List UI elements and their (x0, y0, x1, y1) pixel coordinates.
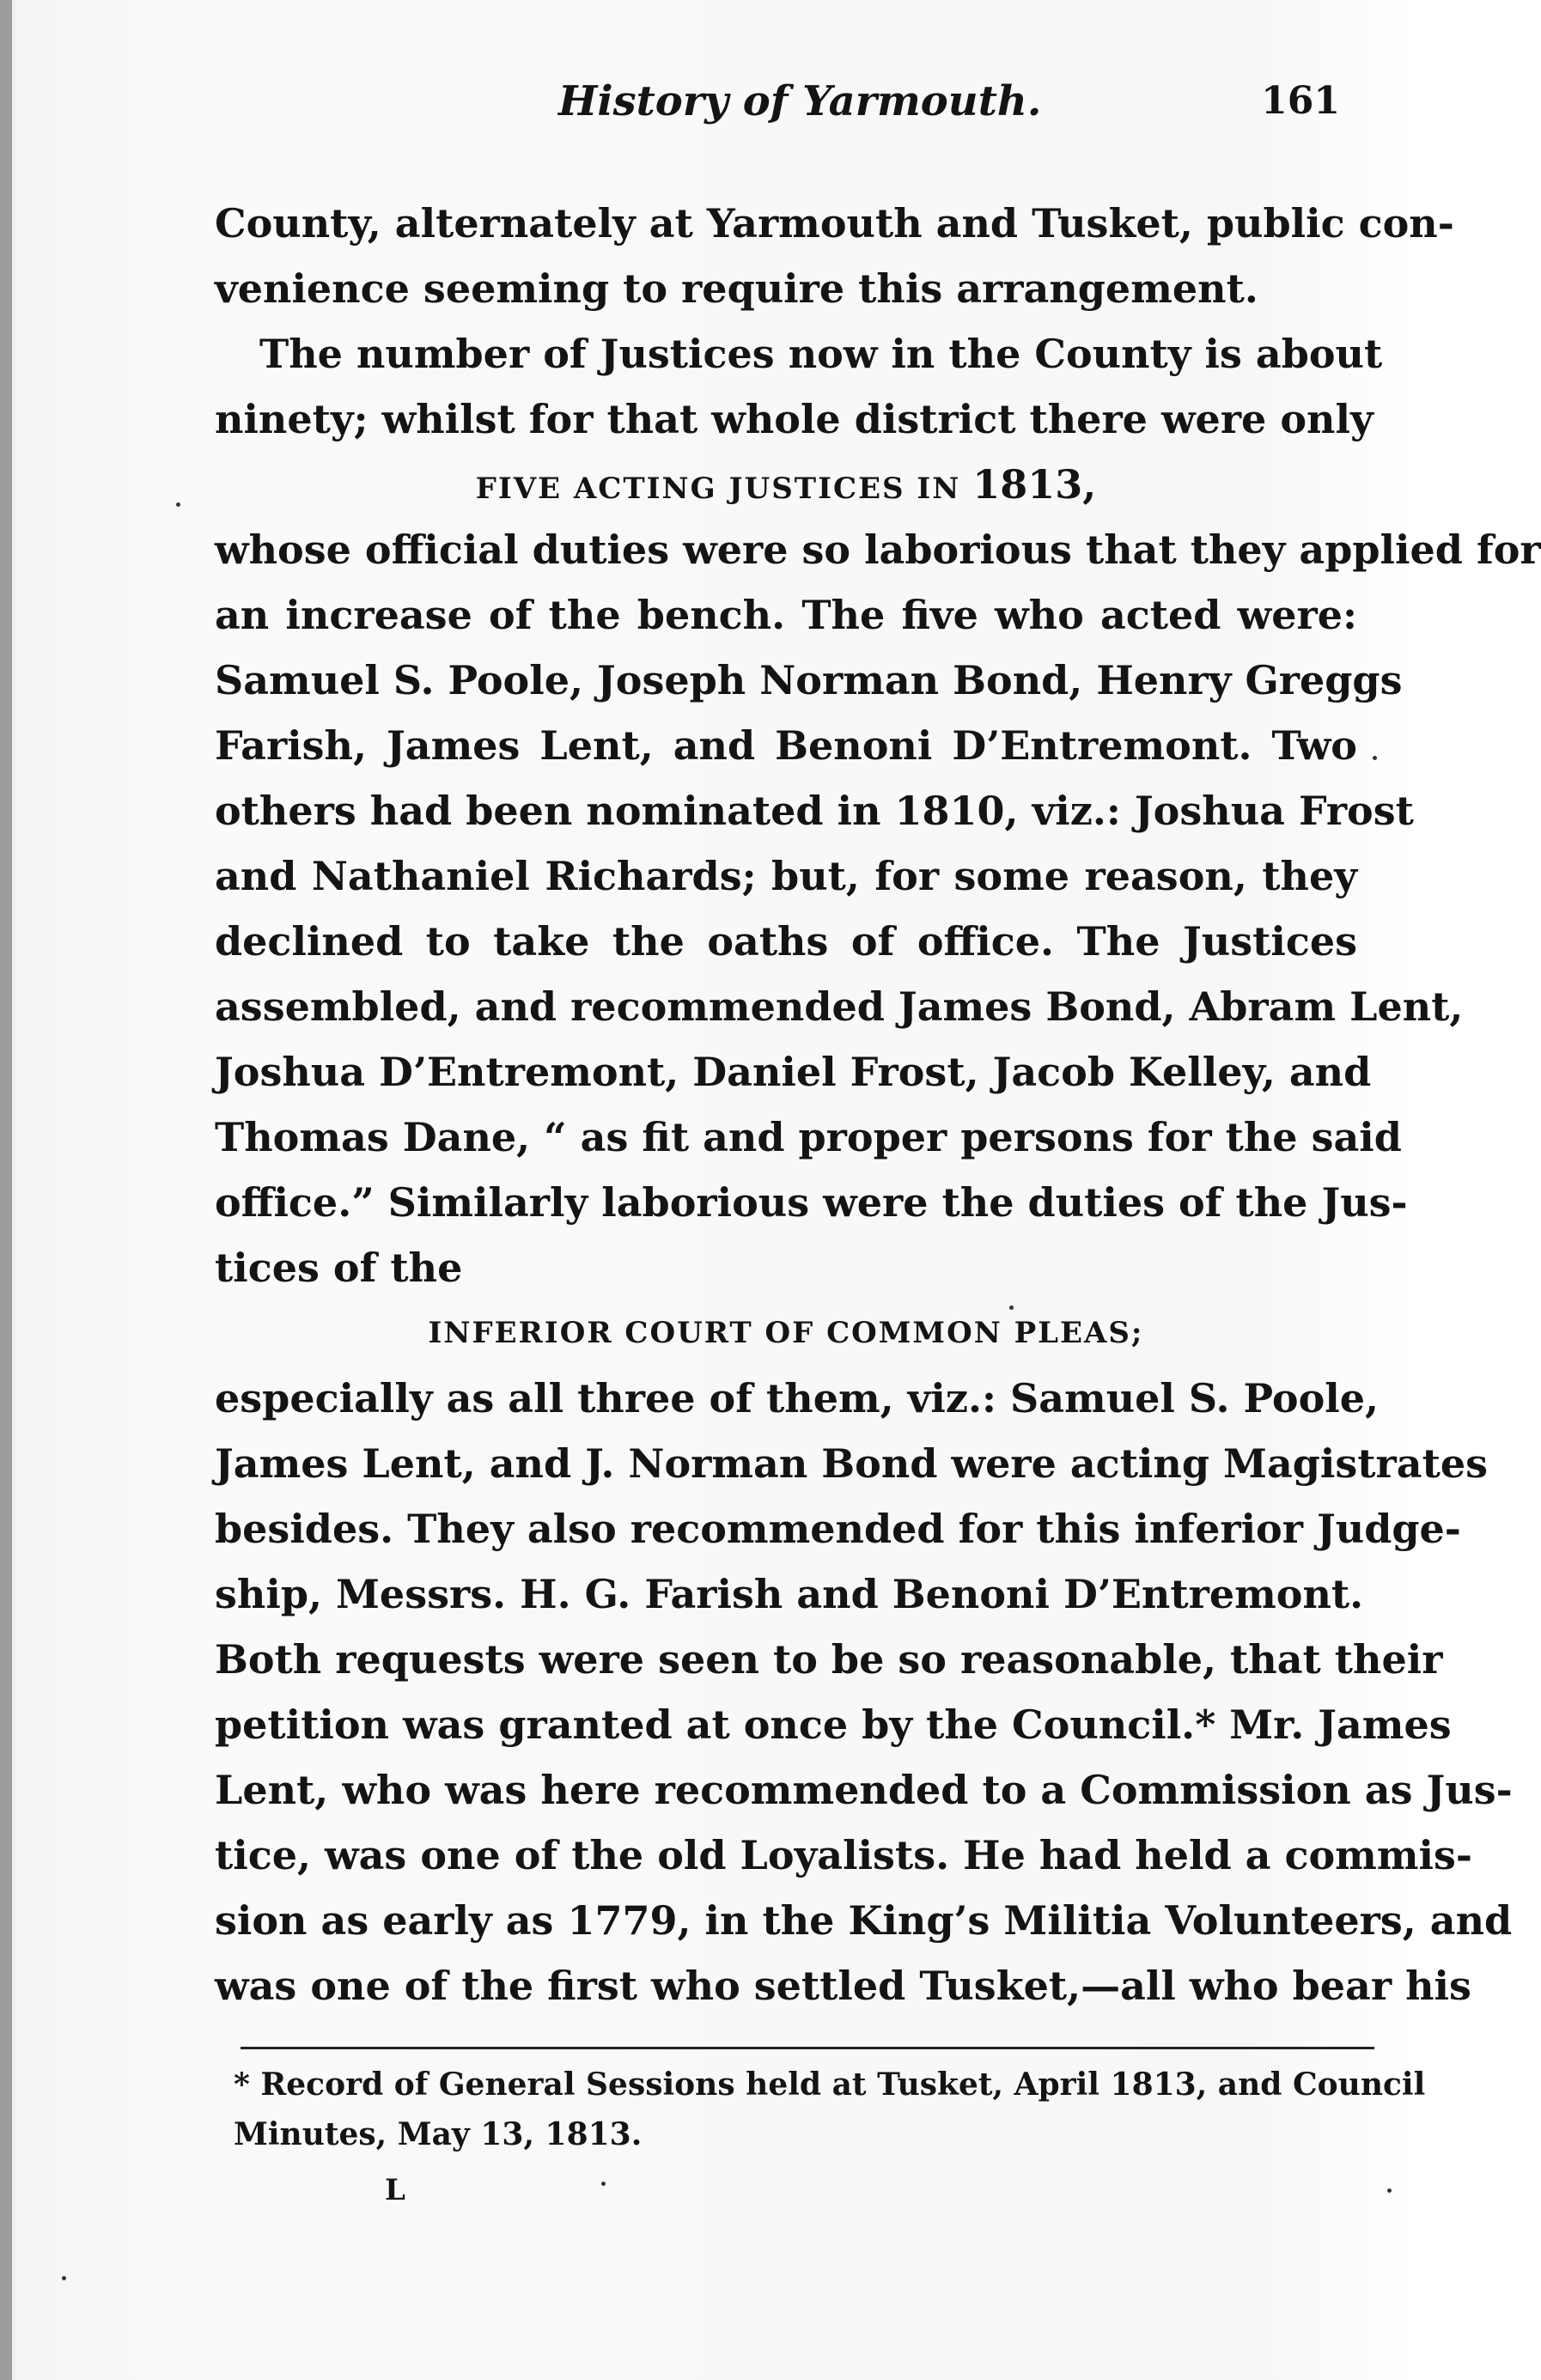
print-speck (176, 502, 180, 507)
text-line: tice, was one of the old Loyalists. He had held a commis- (215, 1832, 1472, 1878)
section-heading-inferior-court: INFERIOR COURT OF COMMON PLEAS; (428, 1316, 1144, 1350)
footnote-line: Minutes, May 13, 1813. (234, 2116, 643, 2152)
print-speck (62, 2276, 66, 2280)
text-line: Samuel S. Poole, Joseph Norman Bond, Henry Greggs (215, 657, 1403, 703)
print-speck (1373, 756, 1377, 760)
text-line: sion as early as 1779, in the King’s Militia Volunteers, and (215, 1897, 1513, 1944)
text-line: Farish, James Lent, and Benoni D’Entremont. Two (215, 722, 1357, 769)
text-line: The number of Justices now in the County is about (259, 331, 1383, 377)
text-line: venience seeming to require this arrangement. (215, 265, 1258, 312)
section-heading-five-acting-justices (215, 452, 1357, 517)
text-line: ship, Messrs. H. G. Farish and Benoni D’Entremont. (215, 1571, 1364, 1617)
page-number: 161 (1261, 79, 1340, 123)
footnote-line: * Record of General Sessions held at Tusket, April 1813, and Council (234, 2067, 1426, 2103)
print-speck (1009, 1306, 1014, 1310)
signature-mark: L (385, 2173, 405, 2207)
print-speck (601, 2182, 606, 2186)
text-line: assembled, and recommended James Bond, Abram Lent, (215, 983, 1464, 1030)
text-line: ninety; whilst for that whole district there were only (215, 396, 1374, 442)
text-line: Joshua D’Entremont, Daniel Frost, Jacob Kelley, and (215, 1049, 1372, 1095)
text-line: besides. They also recommended for this inferior Judge- (215, 1506, 1461, 1552)
heading-year: 1813, (972, 461, 1097, 508)
footnote (234, 2060, 1426, 2159)
text-line: Thomas Dane, “ as fit and proper persons for the said (215, 1114, 1402, 1160)
print-speck (1387, 2188, 1392, 2193)
page-binding-edge (0, 0, 12, 2380)
text-line: an increase of the bench. The five who acted were: (215, 592, 1357, 638)
body-text (215, 191, 1541, 2018)
text-line: especially as all three of them, viz.: Samuel S. Poole, (215, 1375, 1380, 1421)
text-line: Lent, who was here recommended to a Commission as Jus- (215, 1767, 1513, 1813)
page-header (215, 67, 1340, 136)
text-line: others had been nominated in 1810, viz.: Joshua Frost (215, 788, 1414, 834)
text-line: declined to take the oaths of office. The Justices (215, 918, 1357, 965)
text-line: petition was granted at once by the Council.* Mr. James (215, 1701, 1452, 1748)
running-title: History of Yarmouth. (558, 77, 1042, 125)
heading-text: FIVE ACTING JUSTICES IN (475, 472, 961, 506)
text-line: Both requests were seen to be so reasonable, that their (215, 1636, 1443, 1683)
text-line: tices of the (215, 1245, 463, 1291)
text-line: and Nathaniel Richards; but, for some reason, they (215, 853, 1357, 899)
text-line: James Lent, and J. Norman Bond were acting Magistrates (215, 1440, 1488, 1487)
text-line: was one of the first who settled Tusket,—all who bear his (215, 1963, 1471, 2009)
text-line: whose official duties were so laborious that they applied for (215, 527, 1541, 573)
text-line: County, alternately at Yarmouth and Tusket, public con- (215, 200, 1454, 247)
text-line: office.” Similarly laborious were the duties of the Jus- (215, 1179, 1408, 1226)
footnote-divider (241, 2047, 1374, 2049)
